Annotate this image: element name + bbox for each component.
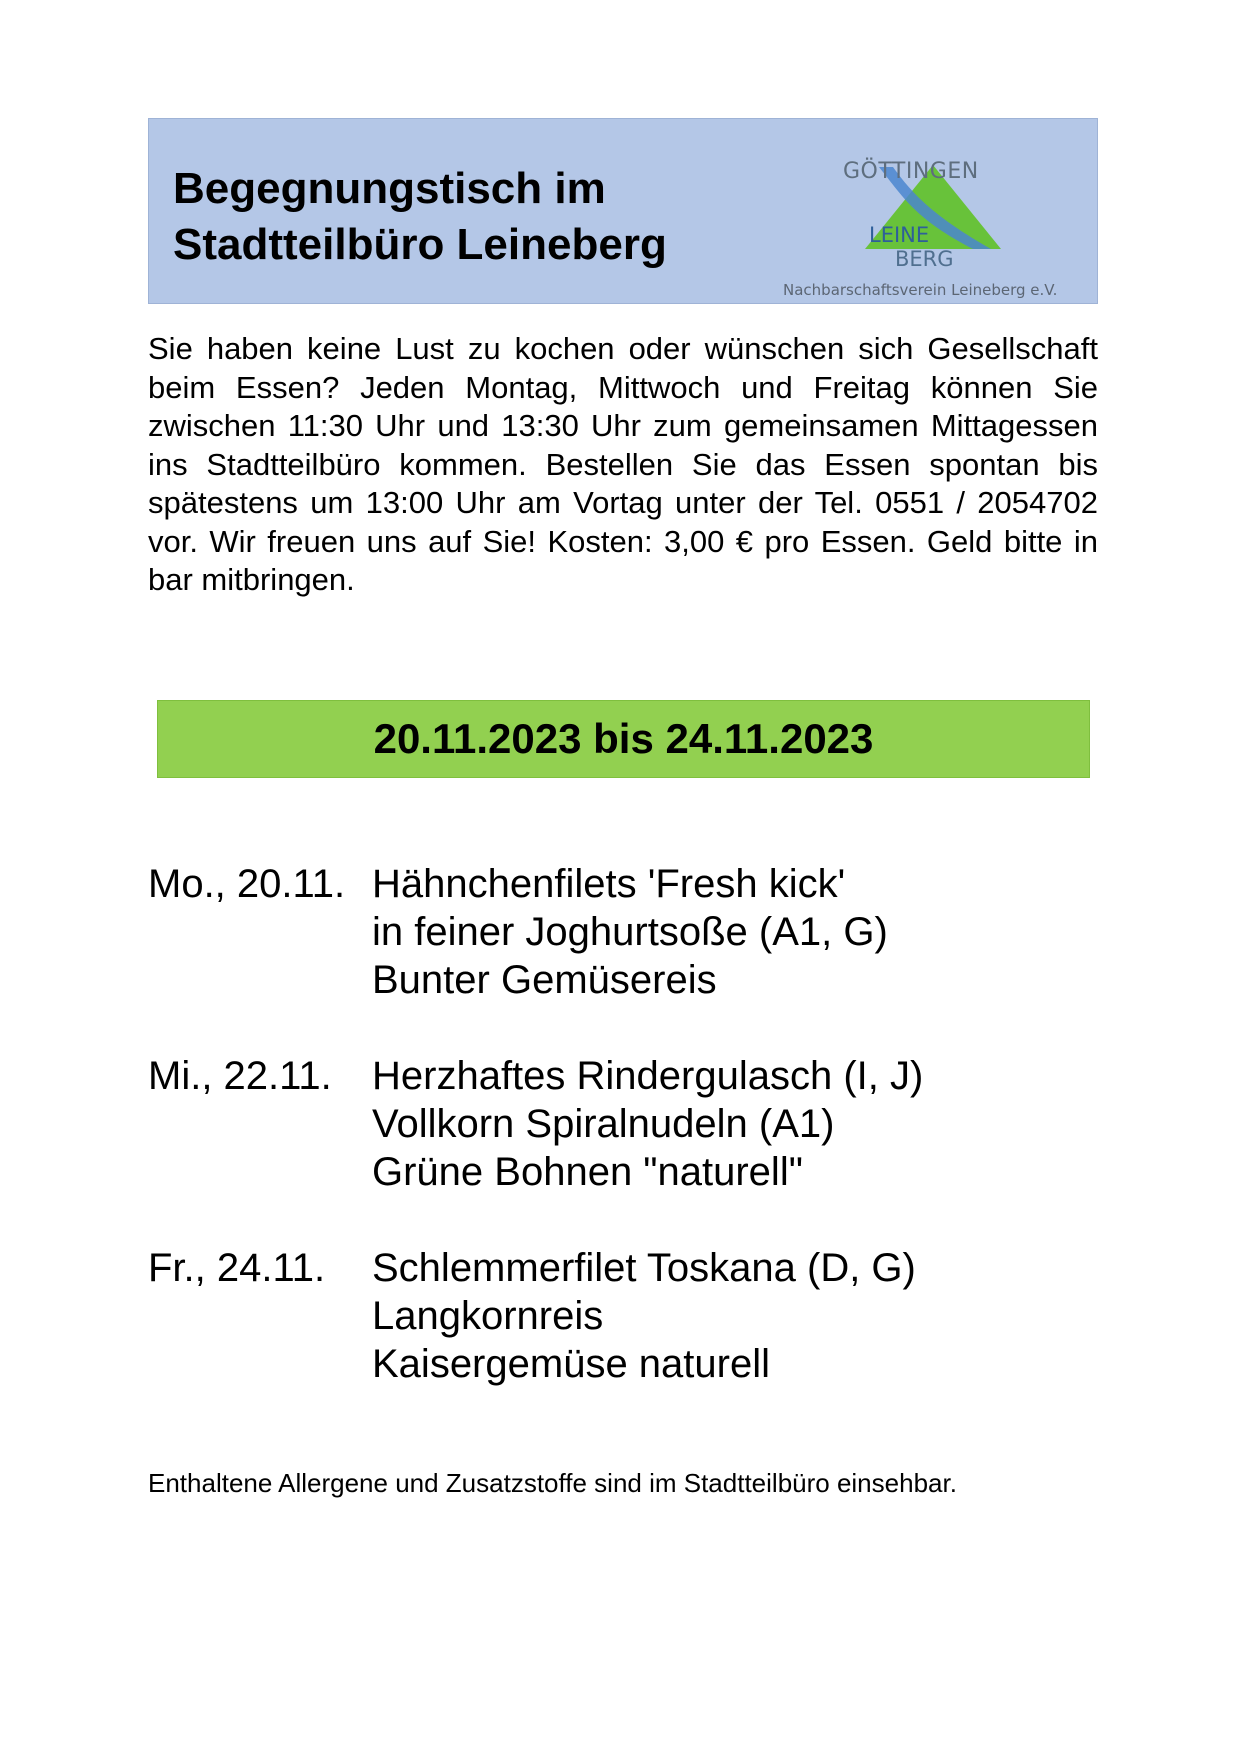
allergen-footnote: Enthaltene Allergene und Zusatzstoffe sind im Stadtteilbüro einsehbar. <box>148 1468 957 1498</box>
day-label: Mi., 22.11. <box>148 1054 332 1098</box>
dish-item: Bunter Gemüsereis <box>372 958 717 1002</box>
menu-day-friday <box>148 1244 1098 1388</box>
dish-item: Herzhaftes Rindergulasch (I, J) <box>372 1054 924 1098</box>
logo-text-association: Nachbarschaftsverein Leineberg e.V. <box>783 281 1058 299</box>
logo-text-goettingen: GÖTTINGEN <box>843 159 979 184</box>
page-title <box>173 161 667 273</box>
date-range-text: 20.11.2023 bis 24.11.2023 <box>373 715 874 762</box>
dish-list <box>372 1244 916 1388</box>
dish-list <box>372 860 888 1004</box>
menu-day-wednesday <box>148 1052 1098 1196</box>
dish-item: Langkornreis <box>372 1294 604 1338</box>
dish-item: Schlemmerfilet Toskana (D, G) <box>372 1246 916 1290</box>
intro-paragraph: Sie haben keine Lust zu kochen oder wünschen sich Gesellschaft beim Essen? Jeden Montag, Mittwoch und Freitag können Sie zwischen 11:30 Uhr und 13:30 Uhr zum gemeinsamen Mittagessen ins Stadtteilbüro kommen. Bestellen Sie das Essen spontan bis spätestens um 13:00 Uhr am Vortag unter der Tel. 0551 / 2054702 vor. Wir freuen uns auf Sie! Kosten: 3,00 € pro Essen. Geld bitte in bar mitbringen. <box>148 331 1098 597</box>
menu-day-monday <box>148 860 1098 1004</box>
dish-item: Vollkorn Spiralnudeln (A1) <box>372 1102 835 1146</box>
header-box <box>148 118 1098 304</box>
association-logo <box>783 137 1073 299</box>
title-line-2: Stadtteilbüro Leineberg <box>173 220 667 269</box>
day-label: Mo., 20.11. <box>148 862 346 906</box>
title-line-1: Begegnungstisch im <box>173 164 606 213</box>
dish-item: Grüne Bohnen "naturell" <box>372 1150 803 1194</box>
weekly-menu <box>148 860 1098 1436</box>
dish-item: Kaisergemüse naturell <box>372 1342 770 1386</box>
dish-list <box>372 1052 923 1196</box>
logo-text-leine: LEINE <box>869 223 930 247</box>
date-range-banner <box>157 700 1090 778</box>
dish-item: in feiner Joghurtsoße (A1, G) <box>372 910 888 954</box>
logo-text-berg: BERG <box>895 247 954 271</box>
dish-item: Hähnchenfilets 'Fresh kick' <box>372 862 846 906</box>
day-label: Fr., 24.11. <box>148 1246 326 1290</box>
